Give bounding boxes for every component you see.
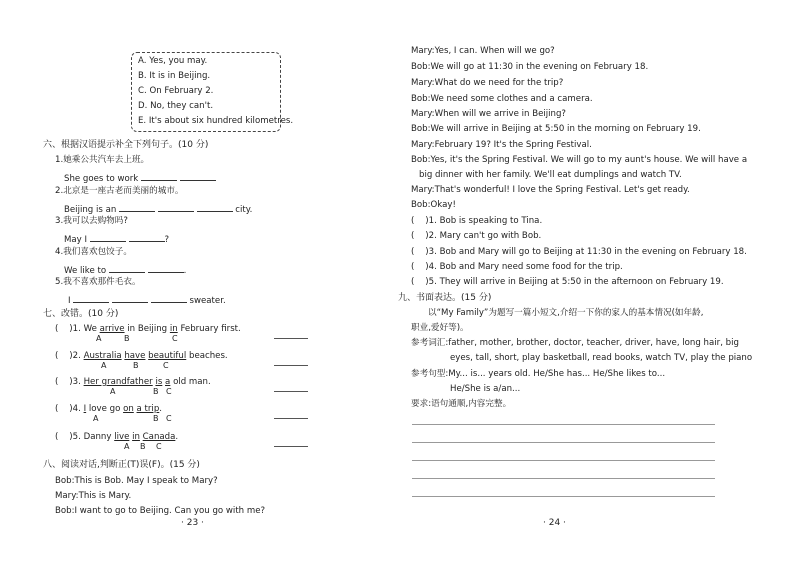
dialog-line: Mary:February 19? It's the Spring Festival.	[411, 140, 592, 150]
s7-4-label-b: B	[153, 414, 159, 423]
dialog-line: big dinner with her family. We'll eat dumplings and watch TV.	[419, 170, 682, 180]
s7-4-label-c: C	[166, 414, 172, 423]
page-number-right: · 24 ·	[543, 518, 566, 528]
s6-q1-cn: 1.她乘公共汽车去上班。	[55, 155, 150, 165]
judge-item-3: ( )3. Bob and Mary will go to Beijing at 11:30 in the evening on February 18.	[411, 247, 747, 257]
dialog-line: Mary:That's wonderful! I love the Spring Festival. Let's get ready.	[411, 185, 690, 195]
dialog-line: Mary:When will we arrive in Beijing?	[411, 109, 566, 119]
s7-3-answer-line[interactable]	[274, 391, 308, 392]
dialog-line: Bob:We need some clothes and a camera.	[411, 94, 593, 104]
section-6-title: 六、根据汉语提示补全下列句子。(10 分)	[43, 140, 209, 150]
s6-q5-cn: 5.我不喜欢那件毛衣。	[55, 277, 141, 287]
page-number-left: · 23 ·	[181, 518, 204, 528]
s7-1-label-b: B	[124, 334, 130, 343]
option-e: E. It's about six hundred kilometres.	[138, 116, 294, 126]
s6-q2-cn: 2.北京是一座古老而美丽的城市。	[55, 186, 184, 196]
dialog-line: Bob:This is Bob. May I speak to Mary?	[55, 476, 218, 486]
writing-line[interactable]	[412, 442, 715, 443]
s7-3-label-a: A	[110, 387, 116, 396]
s9-vocab-cont: eyes, tall, short, play basketball, read books, watch TV, play the piano	[450, 353, 753, 363]
s7-5-label-b: B	[140, 442, 146, 451]
s7-2-label-a: A	[101, 361, 107, 370]
section-9-title: 九、书面表达。(15 分)	[398, 293, 492, 303]
judge-item-5: ( )5. They will arrive in Beijing at 5:50 in the afternoon on February 19.	[411, 277, 724, 287]
s7-2-answer-line[interactable]	[274, 365, 308, 366]
s6-q4-en: We like to .	[64, 263, 186, 277]
s6-q2-en: Beijing is an city.	[64, 202, 252, 216]
dialog-line: Bob:We will arrive in Beijing at 5:50 in the morning on February 19.	[411, 124, 701, 134]
option-d: D. No, they can't.	[138, 101, 214, 111]
option-c: C. On February 2.	[138, 86, 214, 96]
s7-item-1: ( )1. We arrive in Beijing in February first.	[55, 324, 241, 334]
s7-2-label-b: B	[133, 361, 139, 370]
s9-prompt-cont: 职业,爱好等)。	[411, 323, 469, 333]
s7-1-label-c: C	[172, 334, 178, 343]
judge-item-4: ( )4. Bob and Mary need some food for the trip.	[411, 262, 623, 272]
s7-5-label-c: C	[156, 442, 162, 451]
s7-3-label-c: C	[166, 387, 172, 396]
s9-sentences: 参考句型:My... is... years old. He/She has... He/She likes to...	[411, 369, 666, 379]
section-8-title: 八、阅读对话,判断正(T)误(F)。(15 分)	[43, 460, 200, 470]
s6-q5-en: I sweater.	[68, 293, 226, 307]
writing-line[interactable]	[412, 424, 715, 425]
s9-vocab: 参考词汇:father, mother, brother, doctor, teacher, driver, have, long hair, big	[411, 338, 739, 348]
s9-requirements: 要求:语句通顺,内容完整。	[411, 399, 512, 409]
s9-sentences-cont: He/She is a/an...	[450, 384, 521, 394]
option-b: B. It is in Beijing.	[138, 71, 211, 81]
judge-item-2: ( )2. Mary can't go with Bob.	[411, 231, 542, 241]
dialog-line: Bob:I want to go to Beijing. Can you go with me?	[55, 506, 266, 516]
writing-line[interactable]	[412, 460, 715, 461]
writing-line[interactable]	[412, 478, 715, 479]
s7-item-4: ( )4. I love go on a trip.	[55, 404, 163, 414]
section-7-title: 七、改错。(10 分)	[43, 309, 119, 319]
writing-line[interactable]	[412, 496, 715, 497]
option-a: A. Yes, you may.	[138, 56, 208, 66]
s7-4-label-a: A	[93, 414, 99, 423]
s7-1-label-a: A	[96, 334, 102, 343]
dialog-line: Bob:Yes, it's the Spring Festival. We will go to my aunt's house. We will have a	[411, 155, 748, 165]
dialog-line: Mary:This is Mary.	[55, 491, 132, 501]
dialog-line: Mary:What do we need for the trip?	[411, 78, 564, 88]
dialog-line: Bob:We will go at 11:30 in the evening on February 18.	[411, 62, 649, 72]
s6-q1-en: She goes to work	[64, 171, 216, 185]
judge-item-1: ( )1. Bob is speaking to Tina.	[411, 216, 543, 226]
s7-4-answer-line[interactable]	[274, 418, 308, 419]
dialog-line: Bob:Okay!	[411, 200, 456, 210]
s6-q4-cn: 4.我们喜欢包饺子。	[55, 247, 132, 257]
s7-2-label-c: C	[163, 361, 169, 370]
s7-5-label-a: A	[124, 442, 130, 451]
s6-q3-cn: 3.我可以去购物吗?	[55, 216, 128, 226]
s7-1-answer-line[interactable]	[274, 338, 308, 339]
s7-item-3: ( )3. Her grandfather is a old man.	[55, 377, 211, 387]
s7-5-answer-line[interactable]	[274, 446, 308, 447]
s7-item-2: ( )2. Australia have beautiful beaches.	[55, 351, 228, 361]
s7-3-label-b: B	[153, 387, 159, 396]
dialog-line: Mary:Yes, I can. When will we go?	[411, 46, 555, 56]
s6-q3-en: May I ?	[64, 232, 169, 246]
s9-prompt: 以“My Family”为题写一篇小短文,介绍一下你的家人的基本情况(如年龄,	[428, 308, 704, 318]
s7-item-5: ( )5. Danny live in Canada.	[55, 432, 179, 442]
